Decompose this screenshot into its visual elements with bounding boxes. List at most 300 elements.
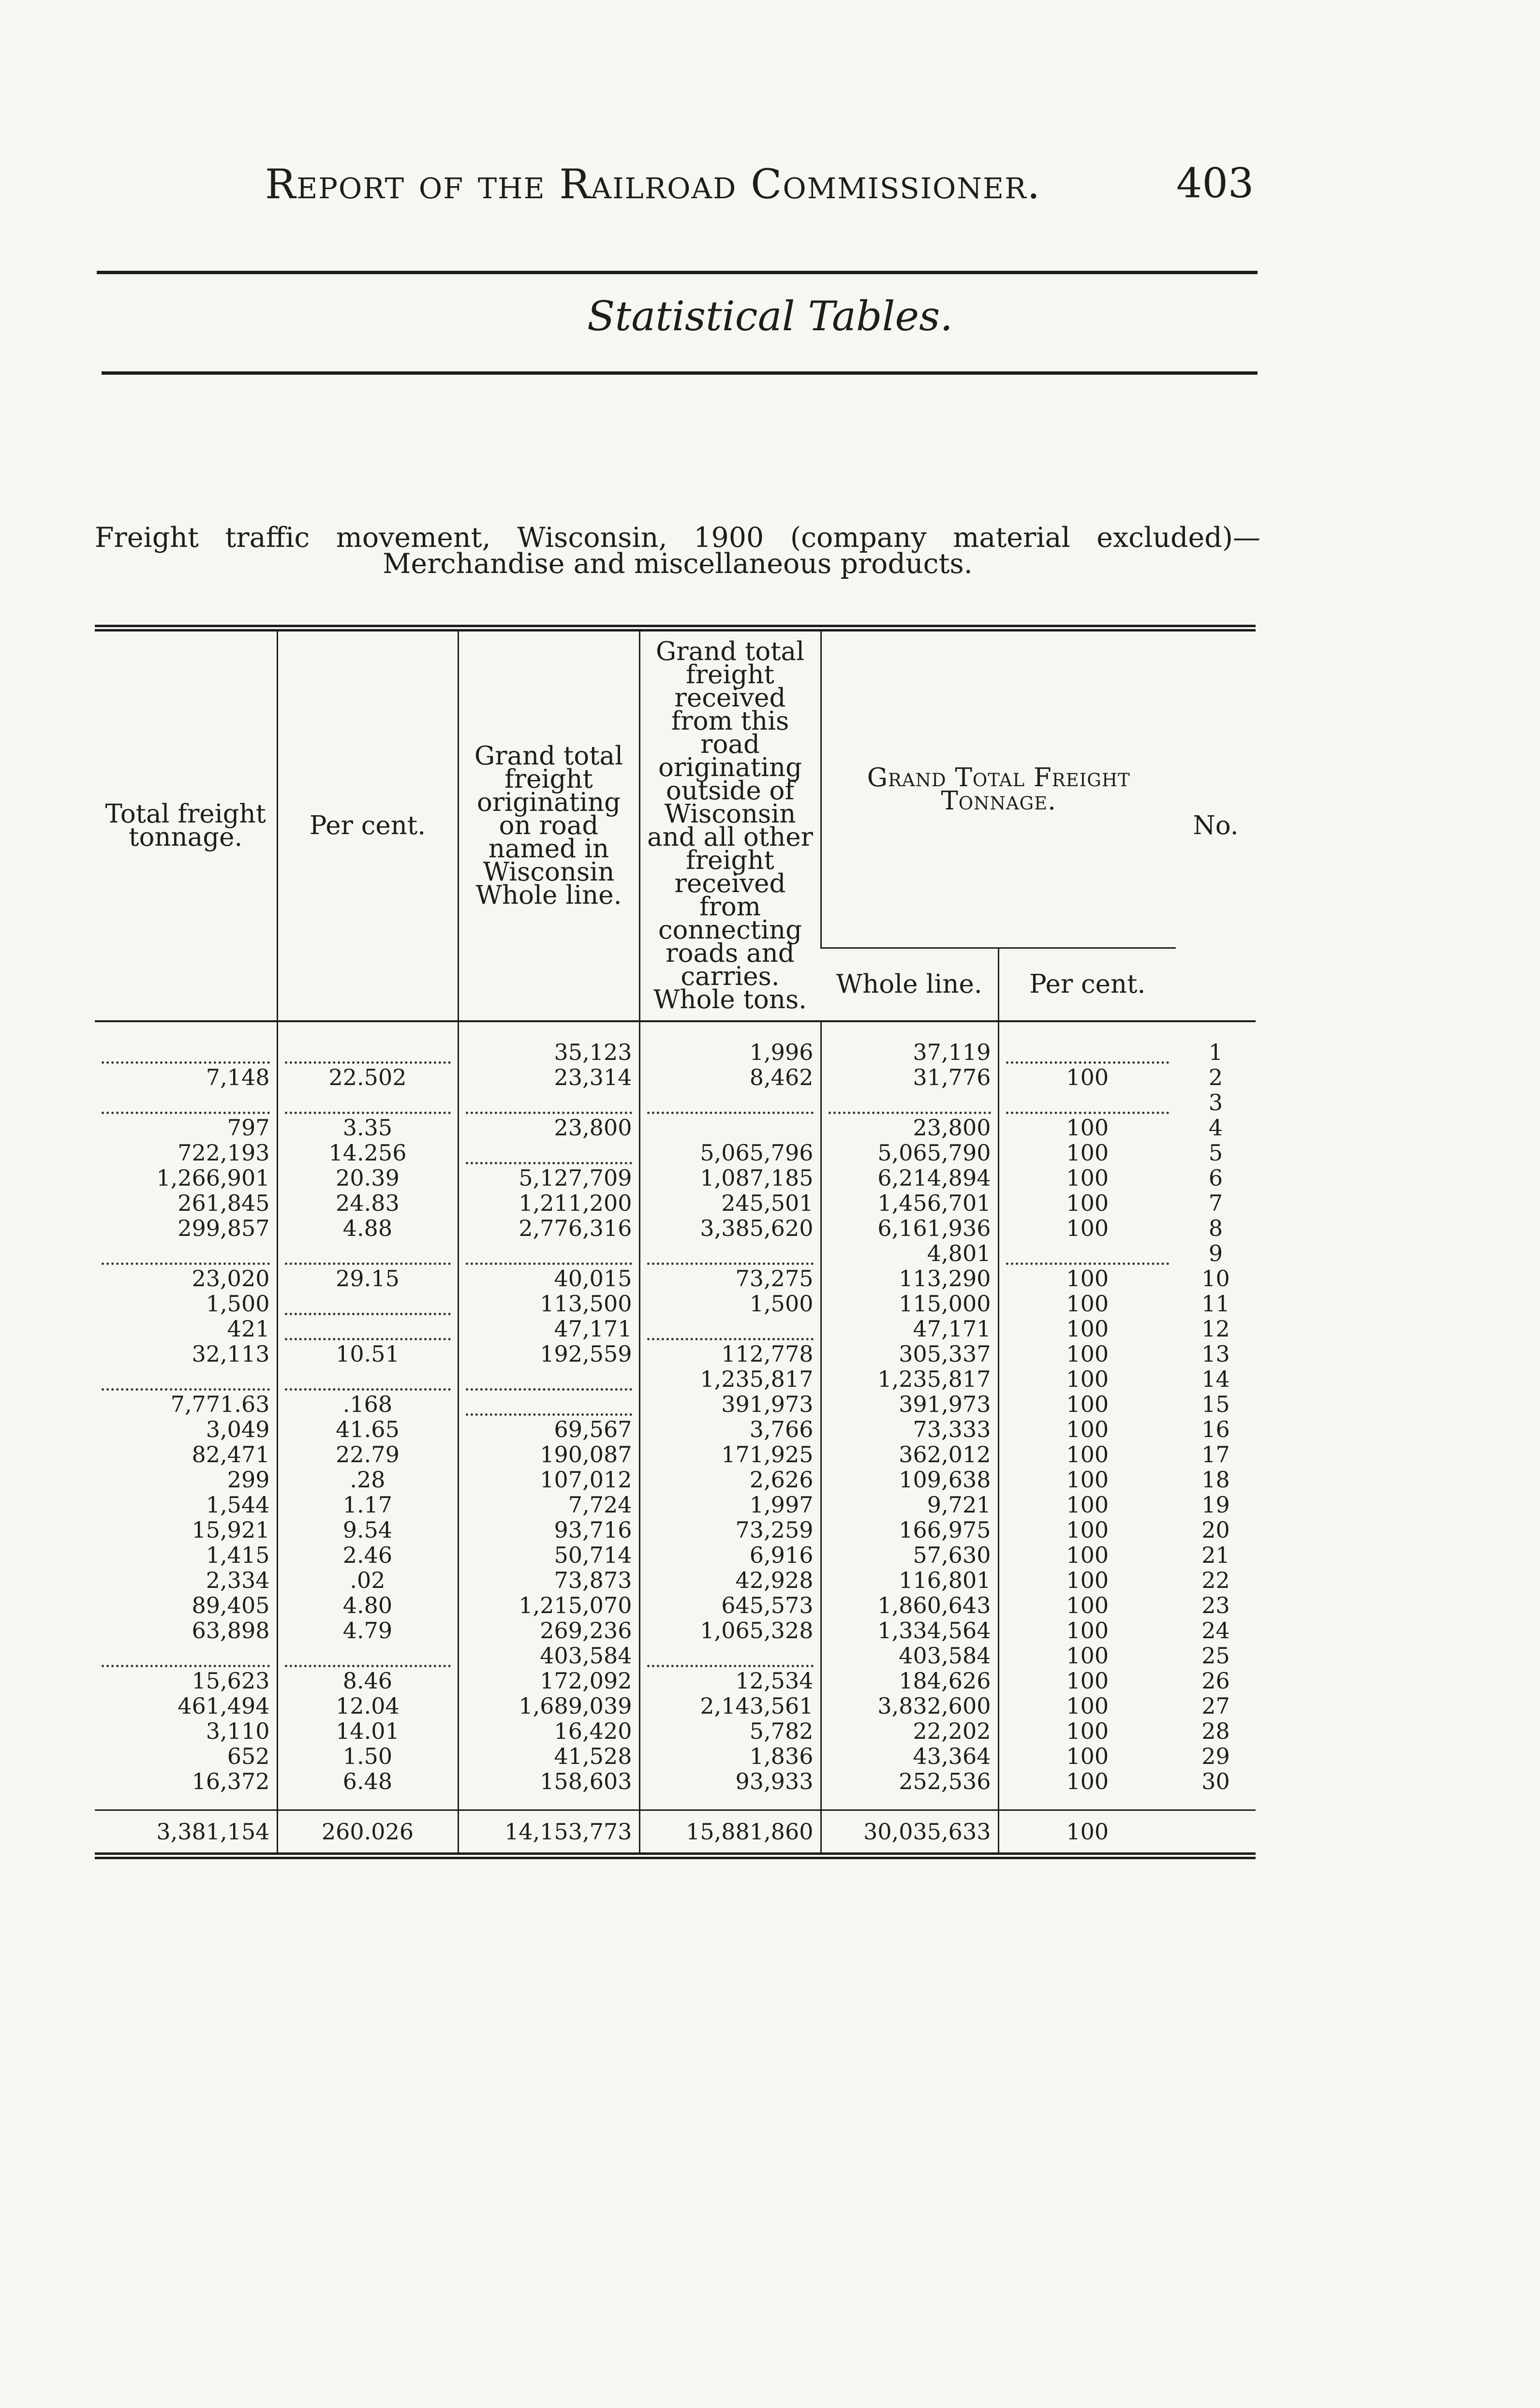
spacer-row-top [95,1021,1256,1039]
cell-freight-originating: 5,127,709 [458,1164,639,1189]
cell-freight-originating [458,1366,639,1391]
cell-total-freight-tonnage: 7,148 [206,1064,270,1090]
cell-per-cent [277,1366,458,1391]
cell-row-number: 2 [1208,1064,1223,1090]
cell-whole-line: 5,065,790 [821,1139,998,1164]
cell-per-cent: 29.15 [277,1265,458,1290]
cell-row-number: 27 [1201,1693,1230,1719]
cell-grand-total-per-cent: 100 [998,1617,1176,1642]
cell-freight-originating: 190,087 [458,1441,639,1466]
cell-whole-line: 391,973 [821,1391,998,1416]
cell-grand-total-per-cent [998,1240,1176,1265]
table-row [95,1189,1256,1215]
header-rule [97,271,1258,274]
cell-freight-received: 8,462 [639,1064,821,1089]
table-row [95,1240,1256,1265]
table-row [95,1114,1256,1139]
cell-freight-originating [458,1391,639,1416]
cell-freight-received: 171,925 [639,1441,821,1466]
cell-whole-line: 3,832,600 [821,1692,998,1718]
cell-freight-originating: 23,314 [458,1064,639,1089]
cell-whole-line: 37,119 [821,1039,998,1064]
cell-freight-originating: 69,567 [458,1416,639,1441]
cell-total-freight-tonnage: 63,898 [192,1617,270,1644]
cell-grand-total-per-cent: 100 [998,1366,1176,1391]
dotted-leader [285,1298,451,1315]
spacer-cell [639,1021,821,1039]
total-freight-received: 15,881,860 [639,1810,821,1856]
cell-freight-originating: 93,716 [458,1516,639,1542]
cell-whole-line: 166,975 [821,1516,998,1542]
cell-grand-total-per-cent: 100 [998,1139,1176,1164]
cell-whole-line: 73,333 [821,1416,998,1441]
cell-total-freight-tonnage: 461,494 [178,1693,270,1719]
cell-grand-total-per-cent: 100 [998,1718,1176,1743]
cell-freight-originating: 269,236 [458,1617,639,1642]
dotted-leader [466,1248,632,1265]
table-row [95,1743,1256,1768]
cell-row-number: 12 [1201,1316,1230,1342]
dotted-leader [466,1147,632,1164]
cell-grand-total-per-cent: 100 [998,1441,1176,1466]
cell-whole-line: 1,860,643 [821,1592,998,1617]
dotted-leader [466,1097,632,1114]
cell-row-number: 10 [1201,1265,1230,1292]
spacer-cell [1176,1793,1256,1810]
cell-per-cent: 6.48 [277,1768,458,1793]
dotted-leader [285,1650,451,1667]
freight-traffic-table [95,625,1256,1859]
cell-grand-total-per-cent: 100 [998,1215,1176,1240]
total-total-freight-tonnage: 3,381,154 [95,1810,277,1856]
cell-total-freight-tonnage: 23,020 [192,1265,270,1292]
cell-freight-originating: 50,714 [458,1542,639,1567]
cell-total-freight-tonnage: 299 [227,1467,270,1493]
spacer-cell [458,1793,639,1810]
cell-grand-total-per-cent [998,1089,1176,1114]
spacer-cell [95,1021,277,1039]
cell-grand-total-per-cent: 100 [998,1692,1176,1718]
cell-freight-received [639,1240,821,1265]
dotted-leader [102,1097,270,1114]
cell-row-number: 28 [1201,1718,1230,1744]
cell-total-freight-tonnage: 15,623 [192,1668,270,1694]
cell-grand-total-per-cent: 100 [998,1743,1176,1768]
cell-total-freight-tonnage: 2,334 [206,1567,270,1593]
cell-freight-originating: 23,800 [458,1114,639,1139]
cell-whole-line: 115,000 [821,1290,998,1315]
cell-per-cent [277,1039,458,1064]
cell-grand-total-per-cent: 100 [998,1340,1176,1366]
cell-per-cent [277,1290,458,1315]
cell-grand-total-per-cent: 100 [998,1391,1176,1416]
spacer-cell [998,1793,1176,1810]
spacer-cell [458,1021,639,1039]
cell-per-cent [277,1315,458,1340]
cell-total-freight-tonnage: 3,049 [206,1416,270,1442]
spacer-cell [821,1021,998,1039]
table-row [95,1617,1256,1642]
cell-grand-total-per-cent: 100 [998,1516,1176,1542]
dotted-leader [285,1047,451,1064]
cell-whole-line: 23,800 [821,1114,998,1139]
cell-freight-originating: 73,873 [458,1567,639,1592]
table-row [95,1290,1256,1315]
table-row [95,1718,1256,1743]
cell-grand-total-per-cent: 100 [998,1189,1176,1215]
cell-freight-originating: 1,211,200 [458,1189,639,1215]
table-row [95,1516,1256,1542]
table-row [95,1366,1256,1391]
cell-whole-line: 6,161,936 [821,1215,998,1240]
dotted-leader [102,1650,270,1667]
cell-total-freight-tonnage: 1,266,901 [156,1165,270,1191]
dotted-leader [647,1650,814,1667]
spacer-cell [821,1793,998,1810]
cell-row-number: 23 [1201,1592,1230,1618]
dotted-leader [1006,1248,1170,1265]
cell-whole-line: 43,364 [821,1743,998,1768]
cell-total-freight-tonnage: 82,471 [192,1441,270,1468]
cell-per-cent: 41.65 [277,1416,458,1441]
cell-freight-received: 645,573 [639,1592,821,1617]
cell-freight-originating: 107,012 [458,1466,639,1491]
cell-row-number: 30 [1201,1768,1230,1794]
cell-freight-received: 2,626 [639,1466,821,1491]
cell-freight-originating: 403,584 [458,1642,639,1667]
table-row [95,1315,1256,1340]
cell-freight-received: 73,259 [639,1516,821,1542]
cell-freight-received: 12,534 [639,1667,821,1692]
cell-freight-received [639,1642,821,1667]
cell-freight-received: 1,235,817 [639,1366,821,1391]
table-row [95,1592,1256,1617]
cell-total-freight-tonnage: 261,845 [178,1190,270,1216]
cell-freight-received: 73,275 [639,1265,821,1290]
cell-total-freight-tonnage: 299,857 [178,1215,270,1241]
table-row [95,1466,1256,1491]
dotted-leader [466,1374,632,1391]
cell-row-number: 20 [1201,1517,1230,1543]
cell-row-number: 19 [1201,1492,1230,1518]
cell-whole-line: 9,721 [821,1491,998,1516]
cell-row-number: 13 [1201,1341,1230,1367]
table-row [95,1491,1256,1516]
cell-freight-received: 3,385,620 [639,1215,821,1240]
cell-row-number: 26 [1201,1668,1230,1694]
cell-total-freight-tonnage: 15,921 [192,1517,270,1543]
table-row [95,1416,1256,1441]
cell-grand-total-per-cent: 100 [998,1416,1176,1441]
cell-row-number: 4 [1208,1115,1223,1141]
cell-total-freight-tonnage: 1,544 [206,1492,270,1518]
spacer-cell [998,1021,1176,1039]
running-head: Report of the Railroad Commissioner. [265,161,1041,208]
cell-grand-total-per-cent: 100 [998,1667,1176,1692]
cell-row-number: 18 [1201,1467,1230,1493]
dotted-leader [102,1047,270,1064]
dotted-leader [102,1248,270,1265]
total-row-number [1176,1810,1256,1856]
cell-freight-originating: 41,528 [458,1743,639,1768]
table-row [95,1164,1256,1189]
cell-grand-total-per-cent: 100 [998,1567,1176,1592]
cell-per-cent: 2.46 [277,1542,458,1567]
cell-whole-line: 6,214,894 [821,1164,998,1189]
cell-per-cent: 22.79 [277,1441,458,1466]
cell-freight-received: 1,996 [639,1039,821,1064]
cell-total-freight-tonnage [95,1366,277,1391]
cell-freight-received: 1,997 [639,1491,821,1516]
cell-grand-total-per-cent: 100 [998,1642,1176,1667]
cell-freight-originating: 192,559 [458,1340,639,1366]
section-rule [102,371,1258,375]
header-row-number: No. [1176,628,1256,1021]
cell-freight-received: 1,836 [639,1743,821,1768]
cell-row-number: 24 [1201,1617,1230,1644]
cell-whole-line: 305,337 [821,1340,998,1366]
totals-row [95,1810,1256,1856]
cell-freight-originating: 2,776,316 [458,1215,639,1240]
cell-grand-total-per-cent: 100 [998,1592,1176,1617]
cell-whole-line: 4,801 [821,1240,998,1265]
cell-freight-originating: 113,500 [458,1290,639,1315]
cell-freight-received: 391,973 [639,1391,821,1416]
spacer-cell [277,1021,458,1039]
cell-freight-originating: 172,092 [458,1667,639,1692]
table-row [95,1215,1256,1240]
table-row [95,1139,1256,1164]
spacer-cell [277,1793,458,1810]
spacer-cell [1176,1021,1256,1039]
cell-freight-originating: 16,420 [458,1718,639,1743]
cell-freight-received: 1,065,328 [639,1617,821,1642]
cell-row-number: 1 [1208,1039,1223,1065]
cell-row-number: 22 [1201,1567,1230,1593]
cell-row-number: 16 [1201,1416,1230,1442]
cell-total-freight-tonnage [95,1240,277,1265]
cell-freight-originating: 35,123 [458,1039,639,1064]
cell-whole-line: 47,171 [821,1315,998,1340]
cell-freight-originating [458,1240,639,1265]
cell-per-cent [277,1240,458,1265]
cell-per-cent: 22.502 [277,1064,458,1089]
dotted-leader [647,1248,814,1265]
cell-total-freight-tonnage: 1,500 [206,1291,270,1317]
cell-freight-received: 6,916 [639,1542,821,1567]
dotted-leader [647,1323,814,1340]
total-grand-total-per-cent: 100 [998,1810,1176,1856]
cell-per-cent: 1.17 [277,1491,458,1516]
cell-freight-originating: 47,171 [458,1315,639,1340]
dotted-leader [829,1097,991,1114]
cell-grand-total-per-cent: 100 [998,1491,1176,1516]
cell-total-freight-tonnage: 3,110 [206,1718,270,1744]
total-per-cent: 260.026 [277,1810,458,1856]
cell-whole-line: 22,202 [821,1718,998,1743]
total-whole-line: 30,035,633 [821,1810,998,1856]
cell-freight-originating: 1,215,070 [458,1592,639,1617]
cell-freight-received: 3,766 [639,1416,821,1441]
cell-whole-line: 403,584 [821,1642,998,1667]
cell-grand-total-per-cent: 100 [998,1542,1176,1567]
cell-grand-total-per-cent: 100 [998,1290,1176,1315]
cell-total-freight-tonnage [95,1089,277,1114]
dotted-leader [466,1399,632,1416]
table-row [95,1340,1256,1366]
cell-grand-total-per-cent [998,1039,1176,1064]
cell-whole-line: 1,334,564 [821,1617,998,1642]
cell-freight-originating: 1,689,039 [458,1692,639,1718]
cell-freight-received: 112,778 [639,1340,821,1366]
cell-total-freight-tonnage: 89,405 [192,1592,270,1618]
cell-freight-received [639,1315,821,1340]
table-row [95,1768,1256,1793]
cell-total-freight-tonnage [95,1039,277,1064]
cell-freight-originating: 40,015 [458,1265,639,1290]
cell-grand-total-per-cent: 100 [998,1064,1176,1089]
cell-per-cent: 14.256 [277,1139,458,1164]
dotted-leader [285,1374,451,1391]
cell-freight-received: 5,782 [639,1718,821,1743]
cell-freight-originating: 158,603 [458,1768,639,1793]
section-title: Statistical Tables. [587,293,953,340]
cell-row-number: 21 [1201,1542,1230,1568]
dotted-leader [285,1097,451,1114]
dotted-leader [285,1323,451,1340]
cell-whole-line [821,1089,998,1114]
cell-freight-received: 2,143,561 [639,1692,821,1718]
cell-freight-originating [458,1089,639,1114]
table-row [95,1692,1256,1718]
cell-freight-received: 1,087,185 [639,1164,821,1189]
cell-total-freight-tonnage [95,1642,277,1667]
cell-per-cent: 10.51 [277,1340,458,1366]
dotted-leader [1006,1047,1170,1064]
cell-whole-line: 116,801 [821,1567,998,1592]
cell-total-freight-tonnage: 722,193 [178,1140,270,1166]
dotted-leader [1006,1097,1170,1114]
cell-row-number: 14 [1201,1366,1230,1392]
cell-row-number: 3 [1208,1089,1223,1116]
cell-per-cent: 9.54 [277,1516,458,1542]
cell-per-cent [277,1642,458,1667]
cell-freight-received: 1,500 [639,1290,821,1315]
table-row [95,1391,1256,1416]
cell-whole-line: 1,456,701 [821,1189,998,1215]
header-grand-total-per-cent: Per cent. [998,948,1176,1022]
table-body [95,1021,1256,1856]
total-freight-originating: 14,153,773 [458,1810,639,1856]
cell-total-freight-tonnage: 16,372 [192,1768,270,1794]
table-caption: Freight traffic movement, Wisconsin, 1900 (company material excluded)—Merchandise and miscellaneous products. [95,522,1260,580]
header-total-freight-tonnage: Total freight tonnage. [95,628,277,1021]
cell-grand-total-per-cent: 100 [998,1265,1176,1290]
cell-total-freight-tonnage: 1,415 [206,1542,270,1568]
dotted-leader [647,1097,814,1114]
cell-per-cent: .02 [277,1567,458,1592]
cell-per-cent: 14.01 [277,1718,458,1743]
cell-per-cent [277,1089,458,1114]
cell-grand-total-per-cent: 100 [998,1164,1176,1189]
cell-whole-line: 109,638 [821,1466,998,1491]
cell-row-number: 25 [1201,1643,1230,1669]
cell-grand-total-per-cent: 100 [998,1315,1176,1340]
cell-per-cent: 1.50 [277,1743,458,1768]
table-row [95,1441,1256,1466]
spacer-cell [639,1793,821,1810]
cell-total-freight-tonnage: 32,113 [192,1341,270,1367]
header-whole-line: Whole line. [821,948,998,1022]
cell-per-cent: 8.46 [277,1667,458,1692]
dotted-leader [102,1374,270,1391]
header-freight-received: Grand total freight received from this road originating outside of Wisconsin and all other freight received from connecting roads and carries. Whole tons. [639,628,821,1021]
cell-freight-received [639,1114,821,1139]
cell-freight-received: 5,065,796 [639,1139,821,1164]
cell-per-cent: 20.39 [277,1164,458,1189]
table-row [95,1265,1256,1290]
cell-row-number: 17 [1201,1441,1230,1468]
cell-per-cent: 3.35 [277,1114,458,1139]
spacer-row-bottom [95,1793,1256,1810]
table-row [95,1667,1256,1692]
cell-whole-line: 57,630 [821,1542,998,1567]
cell-row-number: 29 [1201,1743,1230,1769]
cell-total-freight-tonnage: 797 [227,1115,270,1141]
cell-whole-line: 184,626 [821,1667,998,1692]
cell-per-cent: 4.88 [277,1215,458,1240]
header-grand-total-freight-tonnage: Grand Total Freight Tonnage. [821,628,1176,948]
cell-freight-received: 42,928 [639,1567,821,1592]
dotted-leader [285,1248,451,1265]
cell-total-freight-tonnage: 652 [227,1743,270,1769]
cell-per-cent: 12.04 [277,1692,458,1718]
table-row [95,1089,1256,1114]
cell-whole-line: 113,290 [821,1265,998,1290]
cell-freight-originating: 7,724 [458,1491,639,1516]
cell-freight-received [639,1089,821,1114]
cell-row-number: 11 [1201,1291,1230,1317]
cell-whole-line: 252,536 [821,1768,998,1793]
cell-row-number: 5 [1208,1140,1223,1166]
table-row [95,1567,1256,1592]
cell-per-cent: 24.83 [277,1189,458,1215]
cell-per-cent: 4.80 [277,1592,458,1617]
header-freight-originating: Grand total freight originating on road named in Wisconsin Whole line. [458,628,639,1021]
cell-freight-received: 245,501 [639,1189,821,1215]
cell-row-number: 7 [1208,1190,1223,1216]
header-per-cent: Per cent. [277,628,458,1021]
cell-grand-total-per-cent: 100 [998,1114,1176,1139]
cell-row-number: 6 [1208,1165,1223,1191]
cell-grand-total-per-cent: 100 [998,1768,1176,1793]
cell-whole-line: 1,235,817 [821,1366,998,1391]
page-number: 403 [1176,160,1254,207]
cell-freight-received: 93,933 [639,1768,821,1793]
cell-whole-line: 362,012 [821,1441,998,1466]
table-row [95,1039,1256,1064]
cell-per-cent: .168 [277,1391,458,1416]
cell-row-number: 8 [1208,1215,1223,1241]
table-row [95,1642,1256,1667]
cell-grand-total-per-cent: 100 [998,1466,1176,1491]
cell-per-cent: 4.79 [277,1617,458,1642]
cell-row-number: 9 [1208,1240,1223,1266]
cell-total-freight-tonnage: 7,771.63 [170,1391,270,1417]
cell-per-cent: .28 [277,1466,458,1491]
cell-whole-line: 31,776 [821,1064,998,1089]
table-row [95,1542,1256,1567]
